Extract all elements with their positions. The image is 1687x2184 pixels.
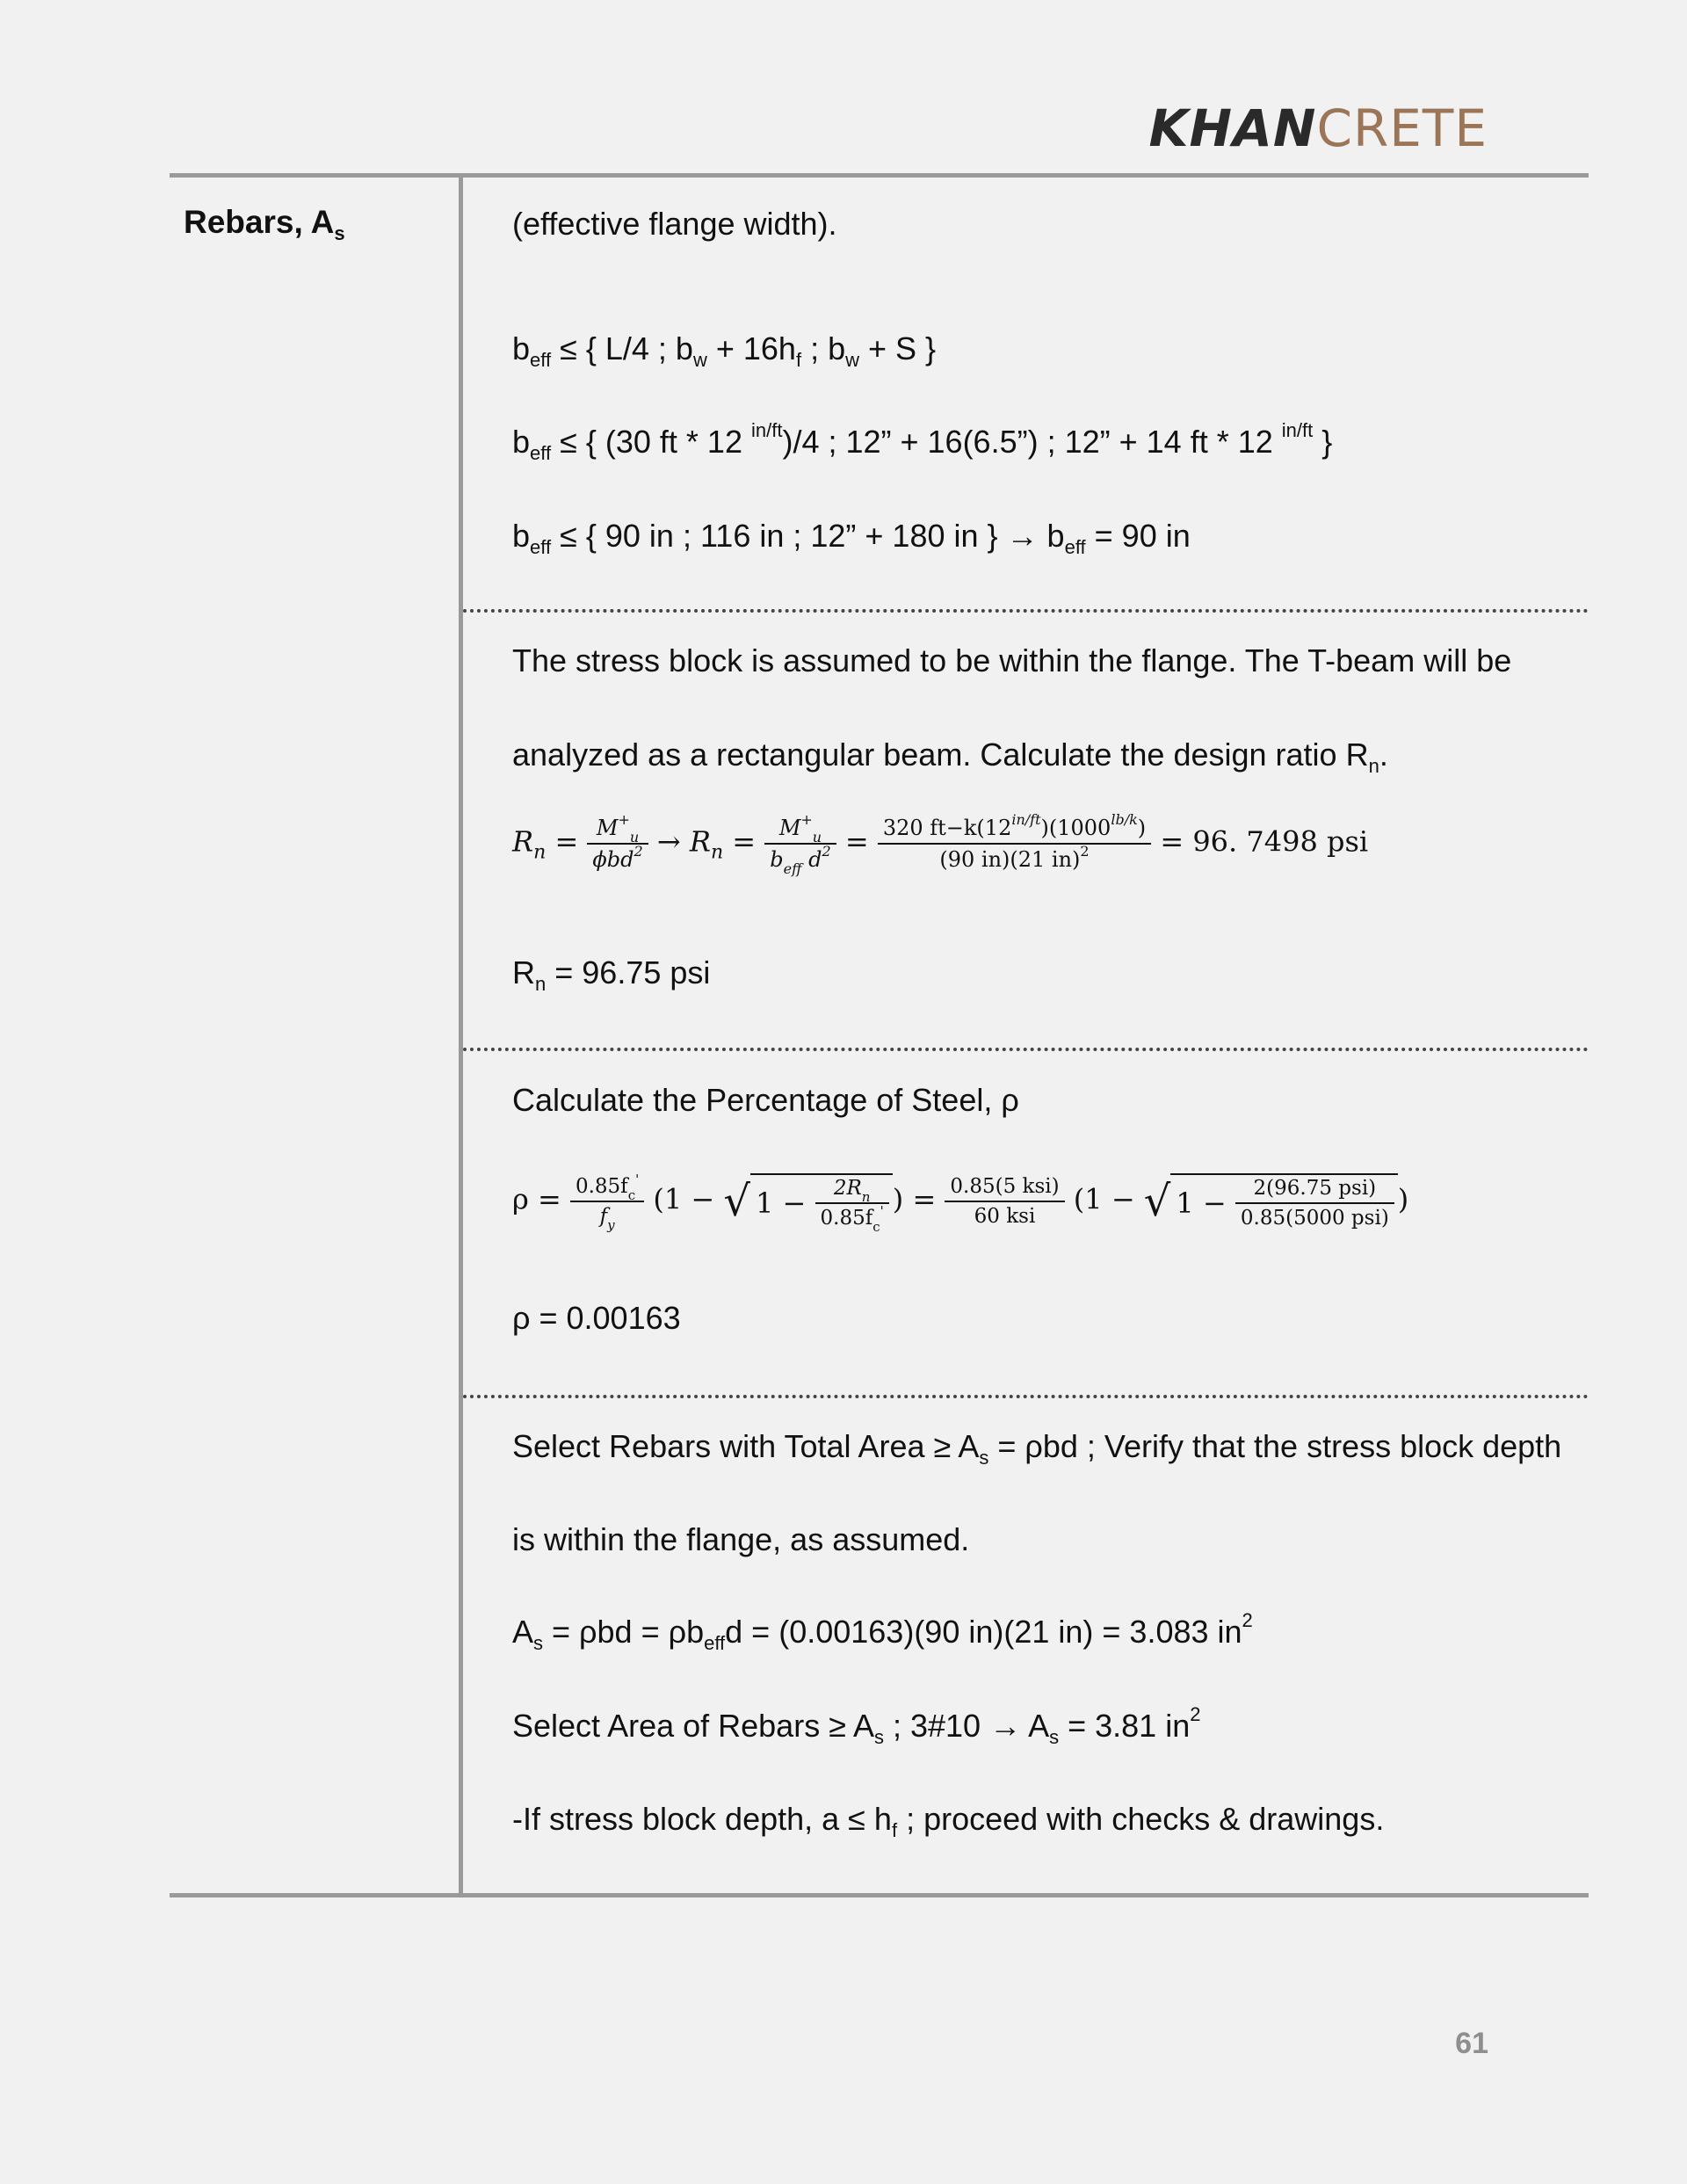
- section1-line3: $b_{eff}$ ≤ { 90 in ; 116 in ; 12” + 180 in } → $b_{eff} = 90$ in: [512, 518, 1191, 558]
- table-bottom-rule: [170, 1893, 1589, 1897]
- section2-answer: $R_n = 96.75$ psi: [512, 954, 711, 995]
- rn-equation: $R_n$ = $\frac{M^+_u}{\phi bd^2}$ → $R_n$ = $\frac{M^+_u}{b_{eff} d^2}$ = $\frac{320 ft-k(12^{in/ft})(1000^{lb/k})}{(90 in)(21 in)^2}$ = 96. 7498 psi: [512, 811, 1369, 877]
- table-column-divider: [459, 176, 463, 1896]
- rn-fraction-3: $\frac{320 ft-k(12^{in/ft})(1000^{lb/k})}{(90 in)(21 in)^2}$: [878, 816, 1151, 872]
- rho-fraction-1: $\frac{0.85f_c'}{f_y}$: [570, 1175, 644, 1228]
- table-top-rule: [170, 173, 1589, 178]
- brand-logo-bold: KHAN: [1148, 98, 1317, 158]
- section2-para1: The stress block is assumed to be within the flange. The T-beam will be: [512, 642, 1512, 678]
- section1-line1: $b_{eff}$ ≤ { L/4 ; $b_w + 16h_f$ ; $b_w + S$ }: [512, 330, 937, 371]
- section4-line2: Select Area of Rebars ≥ $A_s$ ; 3#10 → $A_s = 3.81$ $in^2$: [512, 1703, 1201, 1748]
- section4-para2: is within the flange, as assumed.: [512, 1521, 970, 1557]
- section1-intro: (effective flange width).: [512, 206, 837, 242]
- section4-para1: Select Rebars with Total Area ≥ $A_s = \rho bd$ ; Verify that the stress block depth: [512, 1428, 1562, 1469]
- brand-logo: [1149, 98, 1488, 158]
- section4-line1: $A_s = \rho bd = \rho b_{eff}d = (0.00163)(90$ in)(21 in) = 3.083 $in^2$: [512, 1609, 1253, 1654]
- section3-answer: ρ = 0.00163: [512, 1300, 681, 1336]
- sqrt-2: √ 1 − $\frac{\text{2(96.75 psi)}}{\text{0.85(5000 psi)}}$: [1144, 1173, 1398, 1230]
- brand-logo-light: CRETE: [1316, 98, 1488, 158]
- section2-para2: analyzed as a rectangular beam. Calculate the design ratio $R_n$.: [512, 736, 1388, 777]
- section-divider: [463, 609, 1589, 613]
- rho-equation: ρ = $\frac{0.85f_c'}{f_y}$ (1 − √ 1 − $\frac{2R_n}{0.85f_c'}$ ) = $\frac{\text{0.85(5 ksi)}}{\text{60 ksi}}$ (1 − √ 1 − $\frac{\text{2(96.75 psi)}}{\text{0.85(5000 psi)}}$ ): [512, 1172, 1409, 1235]
- sqrt-1: √ 1 − $\frac{2R_n}{0.85f_c'}$: [723, 1173, 892, 1230]
- section3-title: Calculate the Percentage of Steel, ρ: [512, 1082, 1019, 1118]
- section4-line3: -If stress block depth, $a \le h_f$ ; proceed with checks & drawings.: [512, 1801, 1385, 1841]
- section-divider: [463, 1395, 1589, 1398]
- section-divider: [463, 1048, 1589, 1051]
- rn-fraction-2: $\frac{M^+_u}{b_{eff} d^2}$: [764, 816, 836, 872]
- rho-fraction-2: $\frac{\text{0.85(5 ksi)}}{\text{60 ksi}}$: [945, 1175, 1064, 1228]
- rn-fraction-1: $\frac{M^+_u}{\phi bd^2}$: [587, 816, 648, 872]
- row-title: Rebars, $A_s$: [184, 204, 345, 244]
- page-number: 61: [1455, 2027, 1488, 2060]
- section1-line2: $b_{eff}$ ≤ { (30 ft * 12 $^{in/ft}$)/4 ; 12” + 16(6.5”) ; 12” + 14 ft * 12 $^{in/ft}$ }: [512, 419, 1333, 464]
